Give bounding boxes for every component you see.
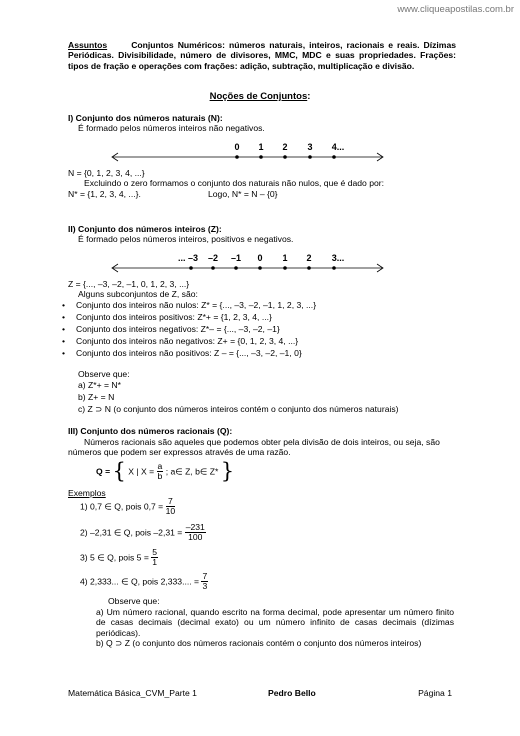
- number-line-dot: [259, 155, 263, 159]
- subjects-label: Assuntos: [68, 40, 108, 50]
- numberline-label: 2: [306, 253, 312, 263]
- naturals-set: N = {0, 1, 2, 3, 4, ...}: [68, 168, 145, 178]
- naturals-logo: Logo, N* = N – {0}: [208, 189, 278, 199]
- page-title-text: Noções de Conjuntos: [209, 91, 308, 102]
- numberline-label: 1: [258, 142, 264, 152]
- rationals-obs-a: a) Um número racional, quando escrito na forma decimal, pode apresentar um número finito de casas decimais (decimal exato) ou um número infinito de casas decimais (dízimas periódicas).: [96, 607, 454, 638]
- integers-subsets-intro: Alguns subconjuntos de Z, são:: [78, 289, 198, 299]
- footer-right: Página 1: [418, 688, 452, 698]
- integers-obs-a: a) Z*+ = N*: [78, 380, 121, 390]
- integers-obs-b: b) Z+ = N: [78, 392, 115, 402]
- number-line-dot: [234, 266, 238, 270]
- numberline-label: ... –3: [177, 253, 198, 263]
- example-denominator: 100: [188, 532, 203, 543]
- number-line-dot: [211, 266, 215, 270]
- list-item: • Conjunto dos inteiros não positivos: Z – = {..., –3, –2, –1, 0}: [76, 348, 302, 358]
- numberline-label: –1: [230, 253, 241, 263]
- def-mid: X | X =: [128, 466, 155, 477]
- numberline-label: 1: [282, 253, 288, 263]
- list-item: • Conjunto dos inteiros não negativos: Z+ = {0, 1, 2, 3, 4, ...}: [76, 336, 298, 346]
- list-item: • Conjunto dos inteiros negativos: Z*– = {..., –3, –2, –1}: [76, 324, 280, 334]
- naturals-nonzero: N* = {1, 2, 3, 4, ...}.: [68, 189, 141, 199]
- number-line-dot: [235, 155, 239, 159]
- subjects-header: [68, 40, 456, 71]
- section-3-desc-2: números que podem ser expressos através de uma razão.: [68, 447, 291, 457]
- example-denominator: 1: [152, 557, 158, 568]
- footer-center: Pedro Bello: [268, 688, 316, 698]
- example-numerator: –231: [185, 522, 205, 532]
- section-3-heading: III) Conjunto dos números racionais (Q):: [68, 426, 233, 436]
- rationals-definition: [96, 459, 234, 485]
- number-line-dot: [332, 266, 336, 270]
- page-title: [0, 91, 520, 103]
- numberline-label: 2: [282, 142, 288, 152]
- section-3-desc-1: Números racionais são aqueles que podemos obter pela divisão de dois inteiros, ou seja, são: [84, 437, 440, 447]
- numberline-label: 0: [257, 253, 263, 263]
- section-2-heading: II) Conjunto dos números inteiros (Z):: [68, 224, 222, 234]
- numberline-label: 3: [307, 142, 313, 152]
- numberline-label: –2: [207, 253, 218, 263]
- footer-left: Matemática Básica_CVM_Parte 1: [68, 688, 197, 698]
- example-fraction: [151, 548, 158, 567]
- rationals-obs-b: b) Q ⊃ Z (o conjunto dos números racionais contém o conjunto dos números inteiros): [96, 638, 422, 648]
- number-line-dot: [283, 266, 287, 270]
- section-1-heading: I) Conjunto dos números naturais (N):: [68, 113, 223, 123]
- brace-left: {: [112, 459, 126, 483]
- number-line-dot: [307, 266, 311, 270]
- numberline-label: 0: [234, 142, 240, 152]
- number-line-dot: [283, 155, 287, 159]
- rationals-observe: Observe que:: [108, 596, 160, 606]
- integers-observe: Observe que:: [78, 369, 130, 379]
- list-item: • Conjunto dos inteiros positivos: Z*+ = {1, 2, 3, 4, ...}: [76, 312, 272, 322]
- number-line-dot: [332, 155, 336, 159]
- def-denominator: b: [157, 471, 163, 482]
- def-numerator: a: [157, 461, 163, 472]
- brace-right: }: [220, 459, 235, 483]
- example-fraction: [201, 572, 208, 591]
- def-left: Q =: [96, 466, 113, 477]
- subjects-text: Conjuntos Numéricos: números naturais, inteiros, racionais e reais. Dízimas Periódicas. Divisibilidade, número de divisores, MMC, MDC e suas propriedades. Frações: tipos de fração e operações com frações: adição, subtração, multiplicação e divisão.: [68, 40, 457, 71]
- example-denominator: 3: [202, 581, 208, 592]
- numberline-label: 3...: [331, 253, 345, 263]
- example-fraction: [166, 497, 176, 516]
- example-text: 1) 0,7 ∈ Q, pois 0,7 =: [80, 501, 164, 512]
- example-numerator: 5: [152, 547, 158, 557]
- example-denominator: 10: [165, 506, 176, 517]
- integers-obs-c: c) Z ⊃ N (o conjunto dos números inteiros contém o conjunto dos números naturais): [78, 404, 399, 414]
- def-right: ; a∈ Z, b∈ Z*: [165, 466, 219, 477]
- numberline-label: 4...: [331, 142, 345, 152]
- naturals-note: Excluindo o zero formamos o conjunto dos naturais não nulos, que é dado por:: [84, 178, 385, 188]
- site-url: www.cliqueapostilas.com.br: [397, 4, 514, 15]
- example-2: [80, 523, 206, 542]
- example-text: 3) 5 ∈ Q, pois 5 =: [80, 552, 149, 563]
- section-1-desc: É formado pelos números inteiros não negativos.: [78, 123, 265, 133]
- example-text: 2) –2,31 ∈ Q, pois –2,31 =: [80, 527, 183, 538]
- example-numerator: 7: [202, 571, 208, 581]
- example-text: 4) 2,333... ∈ Q, pois 2,333.... =: [80, 576, 200, 587]
- number-line-dot: [189, 266, 193, 270]
- example-4: [80, 572, 208, 591]
- example-3: [80, 548, 158, 567]
- page-title-colon: :: [307, 91, 311, 102]
- example-fraction: [185, 523, 206, 542]
- number-line-dot: [258, 266, 262, 270]
- example-1: [80, 497, 175, 516]
- list-item: • Conjunto dos inteiros não nulos: Z* = {..., –3, –2, –1, 1, 2, 3, ...}: [76, 300, 316, 310]
- integers-set: Z = {..., –3, –2, –1, 0, 1, 2, 3, ...}: [68, 279, 190, 289]
- example-numerator: 7: [166, 497, 176, 507]
- section-2-desc: É formado pelos números inteiros, positivos e negativos.: [78, 234, 294, 244]
- number-line-dot: [308, 155, 312, 159]
- def-fraction: [157, 462, 164, 481]
- examples-label: Exemplos: [68, 488, 106, 498]
